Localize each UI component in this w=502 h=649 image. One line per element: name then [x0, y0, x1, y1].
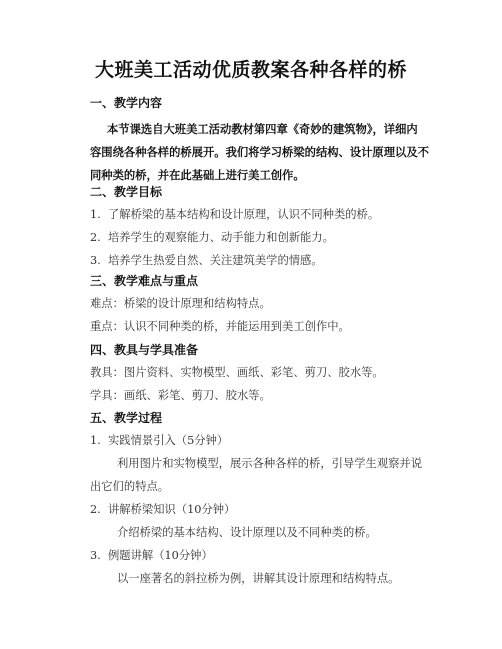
- goal-text: 了解桥梁的基本结构和设计原理，认识不同种类的桥。: [108, 208, 380, 221]
- goal-text: 培养学生热爱自然、关注建筑美学的情感。: [108, 254, 323, 267]
- intro-line-1: 本节课选自大班美工活动教材第四章《奇妙的建筑物》，详细内: [107, 123, 418, 136]
- goal-item: [90, 229, 334, 247]
- process-step: [90, 432, 228, 450]
- step-number: 3.: [90, 549, 101, 562]
- difficulty-text: 难点：桥梁的设计原理和结构特点。: [90, 297, 271, 310]
- goal-number: 1.: [90, 208, 101, 221]
- step-description: 介绍桥梁的基本结构、设计原理以及不同种类的桥。: [117, 526, 377, 539]
- focus-text: 重点：认识不同种类的桥，并能运用到美工创作中。: [90, 320, 350, 333]
- goal-item: [90, 206, 379, 224]
- section-heading-process: 五、教学过程: [90, 411, 163, 425]
- step-title: 实践情景引入（5分钟）: [108, 434, 229, 447]
- step-description: 以一座著名的斜拉桥为例，讲解其设计原理和结构特点。: [117, 572, 400, 585]
- step-number: 2.: [90, 503, 101, 516]
- page-title: 大班美工活动优质教案各种各样的桥: [94, 59, 407, 81]
- process-step: [90, 501, 235, 519]
- step-description: 利用图片和实物模型，展示各种各样的桥，引导学生观察并说: [117, 457, 423, 470]
- goal-number: 3.: [90, 254, 101, 267]
- step-title: 讲解桥梁知识（10分钟）: [108, 503, 236, 516]
- section-heading-content: 一、教学内容: [90, 96, 163, 110]
- goal-item: [90, 252, 323, 270]
- intro-line-3: 同种类的桥，并在此基础上进行美工创作。: [90, 169, 305, 182]
- step-number: 1.: [90, 434, 101, 447]
- section-heading-difficulty: 三、教学难点与重点: [90, 274, 199, 288]
- student-tools-text: 学具：画纸、彩笔、剪刀、胶水等。: [90, 389, 271, 402]
- step-description-cont: 出它们的特点。: [90, 480, 170, 493]
- section-heading-tools: 四、教具与学具准备: [90, 343, 199, 357]
- process-step: [90, 547, 213, 565]
- goal-text: 培养学生的观察能力、动手能力和创新能力。: [108, 231, 334, 244]
- goal-number: 2.: [90, 231, 101, 244]
- intro-line-2: 容围绕各种各样的桥展开。我们将学习桥梁的结构、设计原理以及不: [90, 146, 429, 159]
- section-heading-goals: 二、教学目标: [90, 185, 163, 199]
- step-title: 例题讲解（10分钟）: [108, 549, 213, 562]
- teacher-tools-text: 教具：图片资料、实物模型、画纸、彩笔、剪刀、胶水等。: [90, 366, 384, 379]
